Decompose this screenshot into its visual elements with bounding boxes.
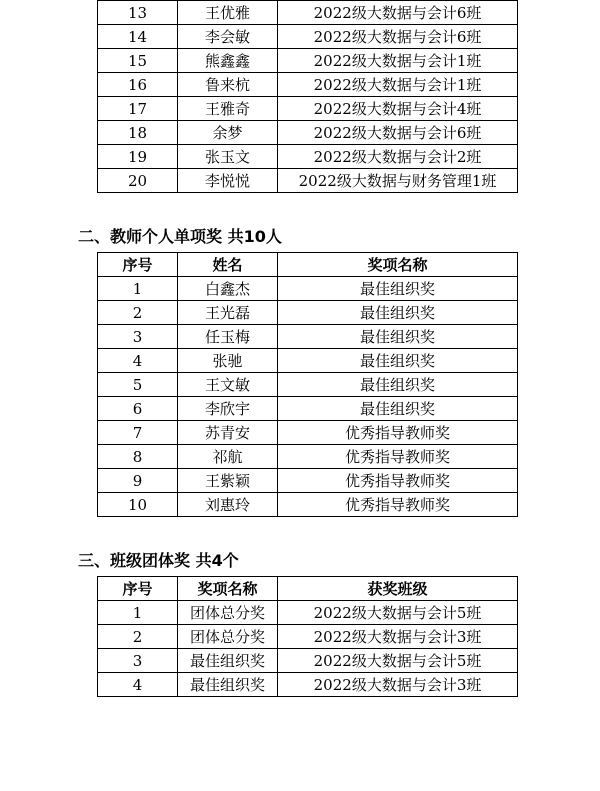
- class-name-cell: 2022级大数据与会计1班: [278, 49, 518, 73]
- table-row: [98, 493, 518, 517]
- class-name-cell: 2022级大数据与会计2班: [278, 145, 518, 169]
- teacher-name-cell: 王文敏: [178, 373, 278, 397]
- award-name-cell: 优秀指导教师奖: [278, 445, 518, 469]
- column-header-name: 姓名: [178, 253, 278, 277]
- student-name-cell: 李会敏: [178, 25, 278, 49]
- teacher-name-cell: 白鑫杰: [178, 277, 278, 301]
- class-name-cell: 2022级大数据与会计3班: [278, 625, 518, 649]
- column-header-number: 序号: [98, 577, 178, 601]
- row-number-cell: 5: [98, 373, 178, 397]
- teacher-name-cell: 刘惠玲: [178, 493, 278, 517]
- row-number-cell: 7: [98, 421, 178, 445]
- table-row: [98, 97, 518, 121]
- table-row: [98, 145, 518, 169]
- student-name-cell: 熊鑫鑫: [178, 49, 278, 73]
- award-name-cell: 最佳组织奖: [178, 649, 278, 673]
- row-number-cell: 20: [98, 169, 178, 193]
- row-number-cell: 15: [98, 49, 178, 73]
- award-name-cell: 优秀指导教师奖: [278, 469, 518, 493]
- table-row: [98, 373, 518, 397]
- row-number-cell: 3: [98, 649, 178, 673]
- class-name-cell: 2022级大数据与会计5班: [278, 649, 518, 673]
- class-name-cell: 2022级大数据与会计3班: [278, 673, 518, 697]
- award-name-cell: 最佳组织奖: [278, 301, 518, 325]
- class-name-cell: 2022级大数据与会计5班: [278, 601, 518, 625]
- award-name-cell: 最佳组织奖: [278, 373, 518, 397]
- row-number-cell: 13: [98, 1, 178, 25]
- table-row: [98, 349, 518, 373]
- award-name-cell: 最佳组织奖: [278, 325, 518, 349]
- class-award-table-body: [98, 601, 518, 697]
- row-number-cell: 18: [98, 121, 178, 145]
- award-name-cell: 最佳组织奖: [278, 277, 518, 301]
- teacher-name-cell: 苏青安: [178, 421, 278, 445]
- class-name-cell: 2022级大数据与会计1班: [278, 73, 518, 97]
- table-row: [98, 469, 518, 493]
- teacher-award-table-body: [98, 277, 518, 517]
- table-row: [98, 73, 518, 97]
- class-name-cell: 2022级大数据与财务管理1班: [278, 169, 518, 193]
- student-award-table: [97, 0, 518, 193]
- table-row: [98, 1, 518, 25]
- table-row: [98, 649, 518, 673]
- student-name-cell: 王雅奇: [178, 97, 278, 121]
- student-name-cell: 张玉文: [178, 145, 278, 169]
- row-number-cell: 1: [98, 601, 178, 625]
- student-name-cell: 余梦: [178, 121, 278, 145]
- table-row: [98, 301, 518, 325]
- table-row: [98, 49, 518, 73]
- column-header-award: 奖项名称: [178, 577, 278, 601]
- row-number-cell: 2: [98, 301, 178, 325]
- table-row: [98, 445, 518, 469]
- teacher-award-heading: 二、教师个人单项奖 共10人: [78, 227, 282, 246]
- row-number-cell: 16: [98, 73, 178, 97]
- table-row: [98, 325, 518, 349]
- teacher-name-cell: 王光磊: [178, 301, 278, 325]
- row-number-cell: 8: [98, 445, 178, 469]
- class-name-cell: 2022级大数据与会计6班: [278, 25, 518, 49]
- row-number-cell: 6: [98, 397, 178, 421]
- row-number-cell: 17: [98, 97, 178, 121]
- award-name-cell: 优秀指导教师奖: [278, 421, 518, 445]
- column-header-number: 序号: [98, 253, 178, 277]
- teacher-award-table: [97, 252, 518, 517]
- row-number-cell: 19: [98, 145, 178, 169]
- table-row: [98, 397, 518, 421]
- award-name-cell: 优秀指导教师奖: [278, 493, 518, 517]
- row-number-cell: 2: [98, 625, 178, 649]
- table-row: [98, 25, 518, 49]
- class-award-heading: 三、班级团体奖 共4个: [78, 551, 239, 570]
- table-header-row: [98, 253, 518, 277]
- table-row: [98, 277, 518, 301]
- table-row: [98, 421, 518, 445]
- table-row: [98, 673, 518, 697]
- row-number-cell: 4: [98, 349, 178, 373]
- award-name-cell: 团体总分奖: [178, 625, 278, 649]
- student-name-cell: 李悦悦: [178, 169, 278, 193]
- column-header-class: 获奖班级: [278, 577, 518, 601]
- row-number-cell: 3: [98, 325, 178, 349]
- table-row: [98, 625, 518, 649]
- column-header-award: 奖项名称: [278, 253, 518, 277]
- teacher-name-cell: 祁航: [178, 445, 278, 469]
- table-row: [98, 121, 518, 145]
- teacher-name-cell: 任玉梅: [178, 325, 278, 349]
- student-award-table-body: [98, 1, 518, 193]
- teacher-name-cell: 李欣宇: [178, 397, 278, 421]
- award-name-cell: 团体总分奖: [178, 601, 278, 625]
- teacher-name-cell: 张驰: [178, 349, 278, 373]
- row-number-cell: 14: [98, 25, 178, 49]
- row-number-cell: 4: [98, 673, 178, 697]
- table-row: [98, 601, 518, 625]
- student-name-cell: 王优雅: [178, 1, 278, 25]
- class-name-cell: 2022级大数据与会计6班: [278, 121, 518, 145]
- award-name-cell: 最佳组织奖: [178, 673, 278, 697]
- class-award-table: [97, 576, 518, 697]
- class-name-cell: 2022级大数据与会计4班: [278, 97, 518, 121]
- row-number-cell: 10: [98, 493, 178, 517]
- award-name-cell: 最佳组织奖: [278, 397, 518, 421]
- table-row: [98, 169, 518, 193]
- row-number-cell: 1: [98, 277, 178, 301]
- award-name-cell: 最佳组织奖: [278, 349, 518, 373]
- table-header-row: [98, 577, 518, 601]
- teacher-name-cell: 王紫颖: [178, 469, 278, 493]
- student-name-cell: 鲁来杭: [178, 73, 278, 97]
- row-number-cell: 9: [98, 469, 178, 493]
- class-name-cell: 2022级大数据与会计6班: [278, 1, 518, 25]
